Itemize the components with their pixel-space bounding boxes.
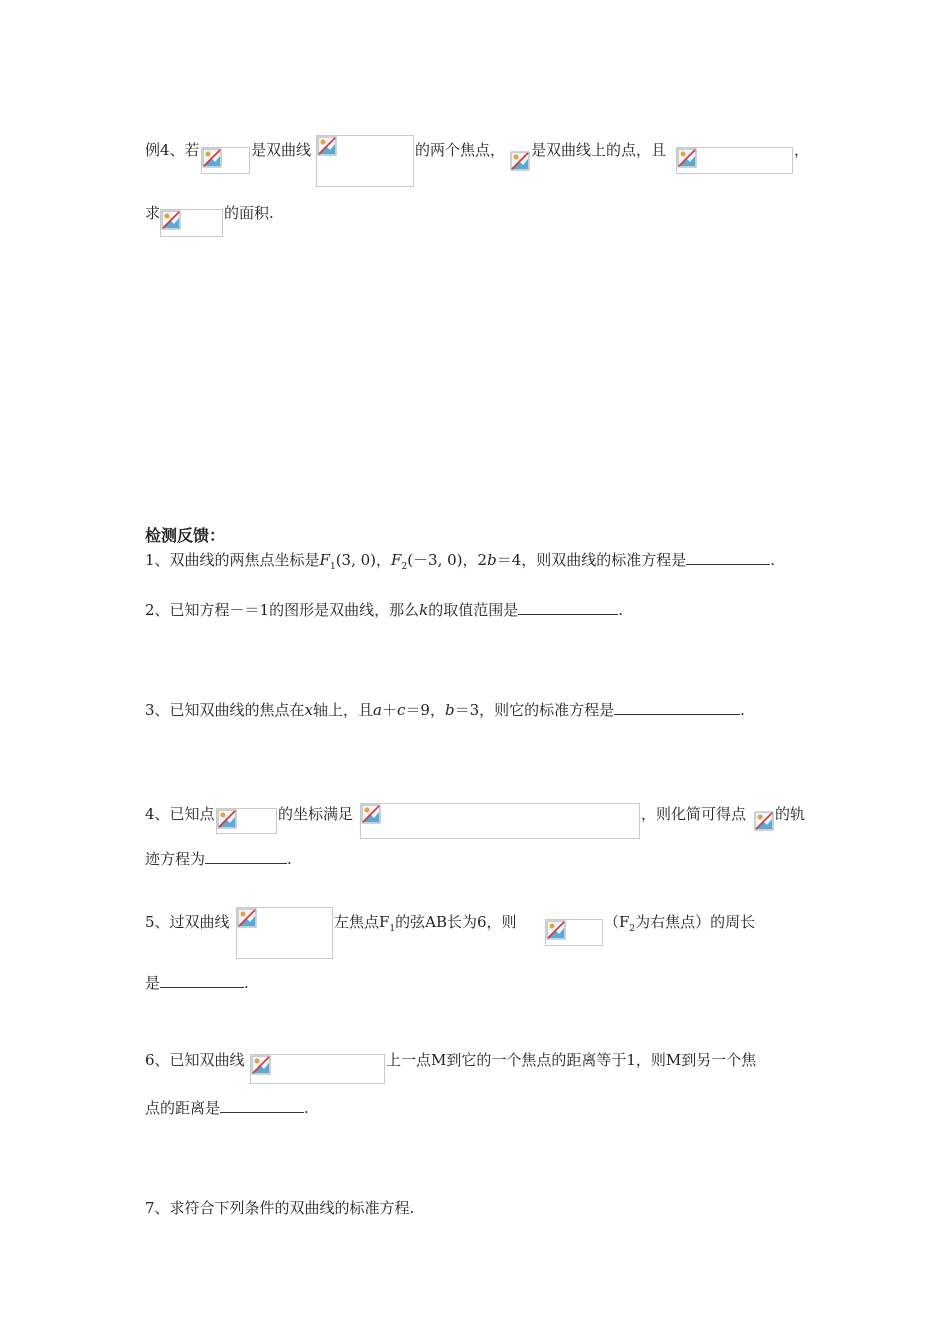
question-5c <box>604 912 755 939</box>
q7-text: 7、求符合下列条件的双曲线的标准方程. <box>145 1199 415 1217</box>
q5-text: 是 <box>145 974 161 992</box>
q4-text: . <box>287 850 292 868</box>
answer-blank[interactable] <box>518 600 618 615</box>
q2-text: . <box>618 601 623 619</box>
example4-line1d <box>531 140 666 160</box>
formula-image <box>201 147 250 174</box>
example4-line1 <box>145 140 200 160</box>
question-4c <box>641 804 746 824</box>
q1-text: ，2 <box>462 551 488 569</box>
q5-text: 为右焦点）的周长 <box>635 913 756 931</box>
example4-line2b <box>224 203 274 223</box>
example4-line1e <box>794 140 809 160</box>
formula-image <box>754 811 774 831</box>
example4-line1b <box>251 140 311 160</box>
q6-text: 点的距离是 <box>145 1099 221 1117</box>
broken-image-icon <box>754 811 774 831</box>
q2-text: 的取值范围是 <box>428 601 519 619</box>
broken-image-icon <box>251 1055 271 1075</box>
question-2 <box>145 600 623 620</box>
q1-sub: 2 <box>401 562 408 572</box>
q1-coord: (3, 0) <box>335 551 377 569</box>
q5-sub: 1 <box>389 924 396 934</box>
q1-var: F <box>391 551 402 569</box>
broken-image-icon <box>217 809 237 829</box>
q2-var: k <box>419 601 429 619</box>
broken-image-icon <box>677 148 697 168</box>
answer-blank[interactable] <box>220 1098 304 1113</box>
question-5 <box>145 912 230 932</box>
q1-text: 1、双曲线的两焦点坐标是 <box>145 551 320 569</box>
answer-blank[interactable] <box>205 849 287 864</box>
q1-var: b <box>487 551 497 569</box>
question-1 <box>145 550 775 577</box>
formula-image <box>160 209 223 237</box>
question-6-line2 <box>145 1098 309 1118</box>
question-7 <box>145 1198 414 1218</box>
example4-line2 <box>145 203 160 223</box>
broken-image-icon <box>361 804 381 824</box>
formula-image <box>676 147 793 174</box>
question-5-line2 <box>145 973 249 993</box>
q5-text: （F <box>604 913 630 931</box>
formula-image <box>510 151 530 171</box>
q3-text: ＝9， <box>405 701 445 719</box>
question-6b <box>386 1050 756 1070</box>
q1-sub: 1 <box>329 562 336 572</box>
q6-text: 6、已知双曲线 <box>145 1051 245 1069</box>
example4-text: 例4、若 <box>145 141 200 159</box>
question-3 <box>145 700 745 720</box>
q5-text: 左焦点F <box>334 913 390 931</box>
q3-var: x <box>304 701 314 719</box>
question-4-line2 <box>145 849 292 869</box>
formula-image <box>216 808 277 834</box>
broken-image-icon <box>202 148 222 168</box>
question-4b <box>278 804 353 824</box>
q4-text: ，则化简可得点 <box>641 805 747 823</box>
q3-var: b <box>444 701 455 719</box>
example4-line1c <box>415 140 505 160</box>
example4-text: 的两个焦点， <box>415 141 506 159</box>
formula-image <box>250 1054 385 1084</box>
q4-text: 的轨 <box>775 805 806 823</box>
q1-text: . <box>770 551 776 569</box>
q4-text: 4、已知点 <box>145 805 215 823</box>
formula-image <box>316 135 414 187</box>
q3-text: 轴上，且 <box>313 701 374 719</box>
broken-image-icon <box>546 920 566 940</box>
q3-text: . <box>740 701 745 719</box>
q2-text: 2、已知方程－＝1的图形是双曲线，那么 <box>145 601 420 619</box>
answer-blank[interactable] <box>160 973 244 988</box>
formula-image <box>236 907 333 959</box>
q6-text: . <box>304 1099 309 1117</box>
q3-text: ＝3，则它的标准方程是 <box>454 701 615 719</box>
q4-text: 迹方程为 <box>145 850 206 868</box>
q5-text: 的弦AB长为6，则 <box>395 913 517 931</box>
example4-text: 是双曲线上的点，且 <box>531 141 667 159</box>
example4-text: 的面积. <box>224 204 274 222</box>
formula-image <box>360 803 640 839</box>
q5-text: 5、过双曲线 <box>145 913 230 931</box>
q3-text: 3、已知双曲线的焦点在 <box>145 701 305 719</box>
question-6 <box>145 1050 245 1070</box>
answer-blank[interactable] <box>686 550 770 565</box>
q1-text: ＝4，则双曲线的标准方程是 <box>496 551 687 569</box>
q1-coord: (－3, 0) <box>407 551 463 569</box>
formula-image <box>545 919 603 946</box>
broken-image-icon <box>161 210 181 230</box>
question-5b <box>334 912 517 939</box>
example4-text: ， <box>794 141 810 159</box>
q5-sub: 2 <box>629 924 636 934</box>
answer-blank[interactable] <box>614 700 740 715</box>
broken-image-icon <box>317 136 337 156</box>
q4-text: 的坐标满足 <box>278 805 354 823</box>
q5-text: . <box>244 974 249 992</box>
q3-text: ＋ <box>381 701 397 719</box>
q3-var: c <box>397 701 406 719</box>
q3-var: a <box>373 701 382 719</box>
feedback-heading: 检测反馈： <box>145 526 226 545</box>
example4-text: 求 <box>145 204 161 222</box>
broken-image-icon <box>237 908 257 928</box>
broken-image-icon <box>510 151 530 171</box>
q1-text: ， <box>376 551 392 569</box>
q6-text: 上一点M到它的一个焦点的距离等于1，则M到另一个焦 <box>386 1051 757 1069</box>
question-4d <box>775 804 805 824</box>
q1-var: F <box>319 551 330 569</box>
example4-text: 是双曲线 <box>251 141 312 159</box>
question-4 <box>145 804 215 824</box>
